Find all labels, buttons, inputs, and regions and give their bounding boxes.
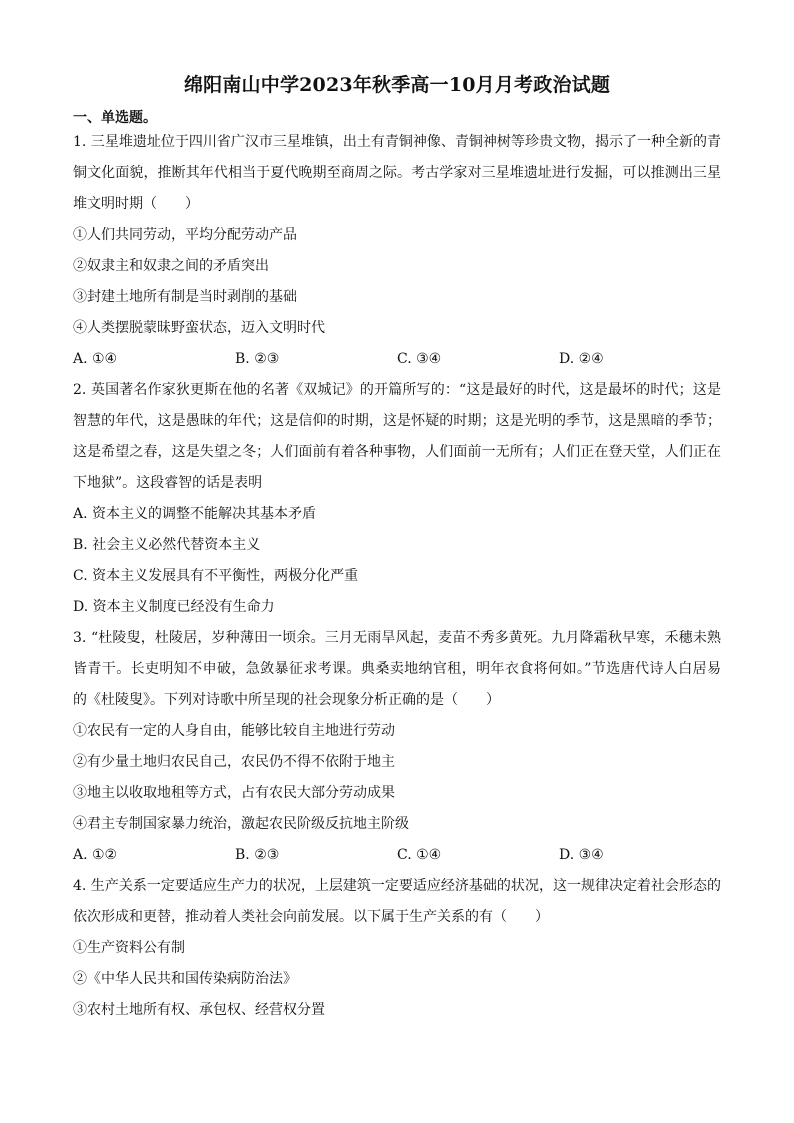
question-4-stem-line: 4. 生产关系一定要适应生产力的状况，上层建筑一定要适应经济基础的状况，这一规律决定着社会形态的 (73, 878, 721, 894)
question-3-item: ②有少量土地归农民自己，农民仍不得不依附于地主 (73, 754, 395, 770)
question-2-stem-line: 这是希望之春，这是失望之冬；人们面前有着各种事物，人们面前一无所有；人们正在登天堂，人们正在 (73, 444, 721, 460)
question-1-item: ③封建土地所有制是当时剥削的基础 (73, 289, 297, 305)
option-a: A. ①④ (73, 351, 118, 367)
option-b: B. ②③ (235, 351, 280, 367)
question-3-item: ④君主专制国家暴力统治，激起农民阶级反抗地主阶级 (73, 816, 409, 832)
question-list (73, 127, 721, 1026)
option-c: C. 资本主义发展具有不平衡性，两极分化严重 (73, 568, 359, 584)
question-1-stem-line: 堆文明时期（ ） (73, 196, 199, 212)
question-1-item: ②奴隶主和奴隶之间的矛盾突出 (73, 258, 269, 274)
question-1-options (73, 344, 721, 375)
option-a: A. ①② (73, 847, 118, 863)
question-3-stem-line: 的《杜陵叟》。下列对诗歌中所呈现的社会现象分析正确的是（ ） (73, 692, 500, 708)
option-b: B. ②③ (235, 847, 280, 863)
option-d: D. ③④ (559, 847, 604, 863)
question-4 (73, 871, 721, 1026)
option-b: B. 社会主义必然代替资本主义 (73, 537, 261, 553)
option-d: D. 资本主义制度已经没有生命力 (73, 599, 275, 615)
question-3 (73, 623, 721, 871)
question-4-item: ③农村土地所有权、承包权、经营权分置 (73, 1002, 325, 1018)
exam-title: 绵阳南山中学2023年秋季高一10月月考政治试题 (183, 74, 611, 96)
question-2-stem-line: 智慧的年代，这是愚昧的年代；这是信仰的时期，这是怀疑的时期；这是光明的季节，这是黑暗的季节； (73, 413, 721, 429)
question-2 (73, 375, 721, 623)
question-4-stem-line: 依次形成和更替，推动着人类社会向前发展。以下属于生产关系的有（ ） (73, 909, 549, 925)
question-1-item: ①人们共同劳动，平均分配劳动产品 (73, 227, 297, 243)
question-2-stem-line: 下地狱”。这段睿智的话是表明 (73, 475, 263, 491)
question-4-item: ②《中华人民共和国传染病防治法》 (73, 971, 297, 987)
question-4-item: ①生产资料公有制 (73, 940, 185, 956)
question-1-stem-line: 1. 三星堆遗址位于四川省广汉市三星堆镇，出土有青铜神像、青铜神树等珍贵文物，揭示了一种全新的青 (73, 134, 721, 150)
section-heading: 一、单选题。 (73, 110, 157, 126)
question-3-stem-line: 3. “杜陵叟，杜陵居，岁种薄田一顷余。三月无雨旱风起，麦苗不秀多黄死。九月降霜秋早寒，禾穗未熟 (73, 630, 721, 646)
question-1-stem-line: 铜文化面貌，推断其年代相当于夏代晚期至商周之际。考古学家对三星堆遗址进行发掘，可以推测出三星 (73, 165, 721, 181)
question-3-item: ①农民有一定的人身自由，能够比较自主地进行劳动 (73, 723, 395, 739)
option-a: A. 资本主义的调整不能解决其基本矛盾 (73, 506, 317, 522)
question-3-options (73, 840, 721, 871)
question-3-item: ③地主以收取地租等方式，占有农民大部分劳动成果 (73, 785, 395, 801)
question-2-stem-line: 2. 英国著名作家狄更斯在他的名著《双城记》的开篇所写的：“这是最好的时代，这是最坏的时代；这是 (73, 382, 721, 398)
option-c: C. ①④ (397, 847, 442, 863)
option-c: C. ③④ (397, 351, 442, 367)
question-1 (73, 127, 721, 375)
option-d: D. ②④ (559, 351, 604, 367)
question-1-item: ④人类摆脱蒙昧野蛮状态，迈入文明时代 (73, 320, 325, 336)
question-3-stem-line: 皆青干。长吏明知不申破，急敛暴征求考课。典桑卖地纳官租，明年衣食将何如。”节选唐代诗人白居易 (73, 661, 721, 677)
